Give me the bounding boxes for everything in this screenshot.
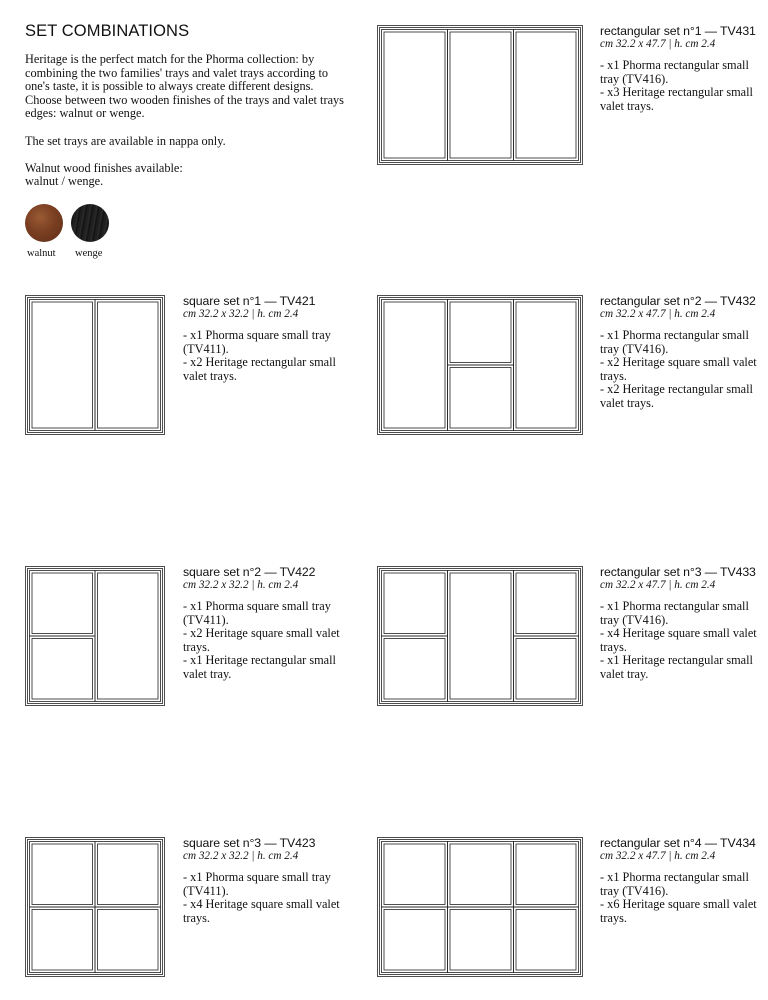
set-item: - x1 Heritage rectangular small valet tray. [183,653,336,681]
set-title: square set n°1 — TV421 [183,294,316,308]
set-title: square set n°2 — TV422 [183,565,316,579]
tray-diagram-square2 [25,566,165,706]
set-item: - x1 Phorma rectangular small tray (TV416). [600,599,749,627]
set-title: square set n°3 — TV423 [183,836,316,850]
tray-diagram-rect4 [377,837,583,977]
set-info-rect2 [600,294,768,411]
set-item: - x2 Heritage square small valet trays. [600,355,757,383]
set-title: rectangular set n°2 — TV432 [600,294,756,308]
set-item: - x1 Phorma rectangular small tray (TV416). [600,870,749,898]
set-item: - x3 Heritage rectangular small valet trays. [600,85,753,113]
set-title: rectangular set n°4 — TV434 [600,836,756,850]
set-title: rectangular set n°3 — TV433 [600,565,756,579]
tray-diagram-square3 [25,837,165,977]
finishes-heading: Walnut wood finishes available: [25,160,183,175]
set-dimensions: cm 32.2 x 32.2 | h. cm 2.4 [183,850,299,862]
set-info-square2 [183,565,353,682]
wenge-swatch [71,204,109,242]
set-info-rect4 [600,836,768,925]
tray-diagram-rect3 [377,566,583,706]
set-item: - x1 Heritage rectangular small valet tray. [600,653,753,681]
set-item: - x2 Heritage rectangular small valet trays. [600,382,753,410]
set-info-square3 [183,836,353,925]
set-item: - x1 Phorma rectangular small tray (TV416). [600,58,749,86]
set-item: - x2 Heritage square small valet trays. [183,626,340,654]
set-dimensions: cm 32.2 x 47.7 | h. cm 2.4 [600,38,716,50]
set-dimensions: cm 32.2 x 32.2 | h. cm 2.4 [183,308,299,320]
set-item: - x1 Phorma square small tray (TV411). [183,328,331,356]
walnut-swatch-label: walnut [27,248,56,259]
set-item: - x1 Phorma rectangular small tray (TV416). [600,328,749,356]
intro-paragraph: Choose between two wooden finishes of the trays and valet trays edges: walnut or wenge. [25,92,344,121]
set-dimensions: cm 32.2 x 47.7 | h. cm 2.4 [600,308,716,320]
tray-diagram-rect2 [377,295,583,435]
set-info-rect1 [600,24,768,113]
set-dimensions: cm 32.2 x 47.7 | h. cm 2.4 [600,850,716,862]
intro-paragraph: Heritage is the perfect match for the Phorma collection: by combining the two families' trays and valet trays according to one's taste, it is possible to always create different designs. [25,52,329,94]
intro-paragraph: The set trays are available in nappa only. [25,133,226,148]
page-title: SET COMBINATIONS [25,22,190,40]
set-item: - x4 Heritage square small valet trays. [183,897,340,925]
set-dimensions: cm 32.2 x 32.2 | h. cm 2.4 [183,579,299,591]
set-item: - x6 Heritage square small valet trays. [600,897,757,925]
set-item: - x1 Phorma square small tray (TV411). [183,870,331,898]
intro-text [25,53,345,189]
set-title: rectangular set n°1 — TV431 [600,24,756,38]
set-info-square1 [183,294,353,383]
set-dimensions: cm 32.2 x 47.7 | h. cm 2.4 [600,579,716,591]
tray-diagram-square1 [25,295,165,435]
set-info-rect3 [600,565,768,682]
set-item: - x1 Phorma square small tray (TV411). [183,599,331,627]
wenge-swatch-label: wenge [75,248,103,259]
set-item: - x4 Heritage square small valet trays. [600,626,757,654]
tray-diagram-rect1 [377,25,583,165]
finishes-list: walnut / wenge. [25,174,104,189]
set-item: - x2 Heritage rectangular small valet trays. [183,355,336,383]
walnut-swatch [25,204,63,242]
